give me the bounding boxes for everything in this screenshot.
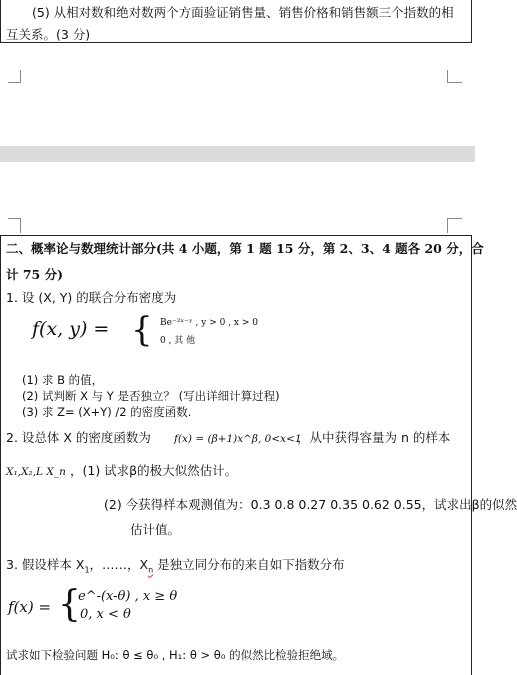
problem-2-line1-a: 2. 设总体 X 的密度函数为	[6, 430, 151, 445]
problem-2-line2-rest: ，(1) 试求β的极大似然估计。	[70, 463, 238, 478]
problem-2-density-formula: f(x) = (β+1)x^β, 0<x<1	[174, 433, 302, 445]
problem-1-intro: 1. 设 (X, Y) 的联合分布密度为	[6, 290, 177, 305]
problem-2-samples: X₁,X₂,L X_n	[6, 466, 66, 478]
page-gap-band	[0, 146, 475, 162]
crop-mark-bottom-left	[8, 218, 21, 233]
exp-case-1: e^-(x-θ) , x ≥ θ	[78, 589, 178, 604]
crop-mark-top-left	[8, 70, 21, 83]
problem-1-sub-3: (3) 求 Z= (X+Y) /2 的密度函数.	[22, 405, 192, 419]
problem-2-line1-b: ，从中获得容量为 n 的样本	[297, 430, 451, 445]
problem-2-line3: (2) 今获得样本观测值为：0.3 0.8 0.27 0.35 0.62 0.55，试求出β的似然	[104, 497, 517, 512]
problem-3-intro-b: ，……，X	[89, 557, 149, 572]
problem-3-intro-c: 是独立同分布的来自如下指数分布	[153, 557, 345, 572]
problem-3-intro-a: 3. 假设样本 X	[6, 557, 85, 572]
problem-1-sub-1: (1) 求 B 的值，	[22, 373, 104, 387]
subscript-n: n	[148, 565, 154, 575]
left-brace-1: {	[131, 310, 153, 350]
question-5-text: (5) 从相对数和绝对数两个方面验证销售量、销售价格和销售额三个指数的相	[32, 5, 454, 20]
density-case-1: Be⁻²ˣ⁻ʸ , y > 0 , x > 0	[160, 318, 258, 328]
crop-mark-bottom-right	[447, 218, 462, 233]
density-case-2: 0 , 其 他	[160, 336, 196, 346]
section-2-header-line2: 计 75 分)	[6, 267, 64, 282]
subscript-1: 1	[84, 565, 90, 575]
problem-3-intro	[6, 557, 345, 579]
left-brace-2: {	[58, 584, 81, 625]
question-5-continuation: 互关系。(3 分)	[6, 27, 91, 42]
problem-2-line4: 估计值。	[130, 522, 181, 537]
crop-mark-top-right	[447, 70, 462, 83]
problem-1-sub-2: (2) 试判断 X 与 Y 是否独立？ (写出详细计算过程)	[22, 389, 280, 403]
section-2-header-line1: 二、概率论与数理统计部分(共 4 小题，第 1 题 15 分，第 2、3、4 题各 20 分，合	[6, 241, 484, 256]
exp-case-2: 0, x < θ	[80, 607, 131, 622]
exponential-density-label: f(x) =	[8, 598, 52, 616]
joint-density-label: f(x, y) =	[32, 318, 110, 340]
problem-3-test: 试求如下检验问题 H₀: θ ≤ θ₀ , H₁: θ > θ₀ 的似然比检验拒绝域。	[6, 648, 345, 662]
